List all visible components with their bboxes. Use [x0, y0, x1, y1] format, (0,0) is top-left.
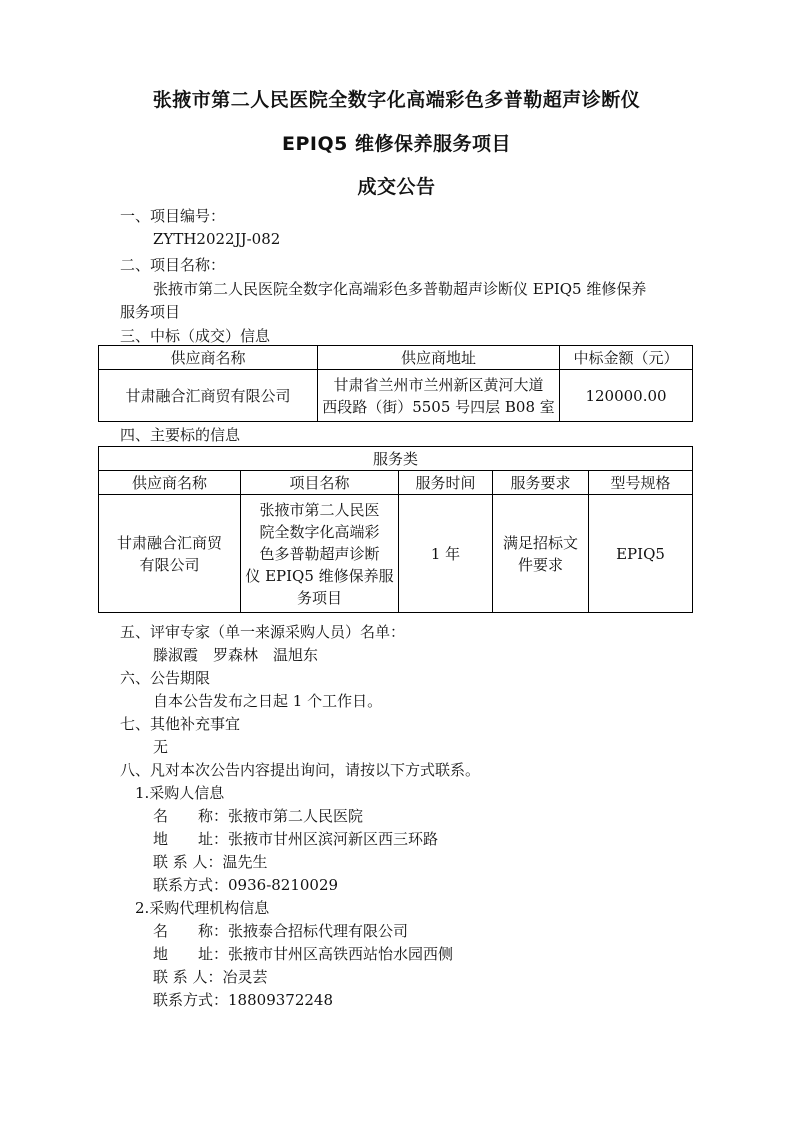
project-name-line-2: 服务项目	[120, 303, 181, 321]
subject-project-line-1: 张掖市第二人民医	[259, 500, 380, 519]
section-5-heading: 五、评审专家（单一来源采购人员）名单：	[120, 623, 406, 641]
subject-project-line-4: 仪 EPIQ5 维修保养服	[245, 566, 394, 585]
purchaser-address-label: 地 址：	[153, 830, 229, 848]
award-table-header-row	[99, 346, 693, 370]
subject-table	[98, 446, 693, 613]
award-header-address: 供应商地址	[318, 346, 560, 370]
purchaser-name-label: 名 称：	[153, 807, 229, 825]
section-2-heading: 二、项目名称：	[120, 256, 226, 274]
subject-project-line-3: 色多普勒超声诊断	[259, 544, 380, 563]
agency-phone-label: 联系方式：	[153, 991, 229, 1009]
subject-header-service-time: 服务时间	[399, 471, 493, 495]
subject-table-caption: 服务类	[99, 447, 693, 471]
expert-list: 滕淑霞 罗森林 温旭东	[153, 646, 319, 664]
subject-project-line-2: 院全数字化高端彩	[259, 522, 380, 541]
agency-contact-label: 联 系 人：	[153, 968, 223, 986]
award-table	[98, 345, 693, 422]
subject-service-time: 1 年	[399, 495, 493, 613]
purchaser-contact-value: 温先生	[222, 853, 268, 871]
award-header-amount: 中标金额（元）	[560, 346, 693, 370]
title-line-1: 张掖市第二人民医院全数字化高端彩色多普勒超声诊断仪	[152, 89, 641, 111]
subject-requirement-line-2: 件要求	[517, 555, 563, 574]
section-4-heading: 四、主要标的信息	[120, 426, 241, 444]
agency-address	[153, 944, 453, 964]
section-8-heading: 八、凡对本次公告内容提出询问，请按以下方式联系。	[120, 761, 481, 779]
award-supplier: 甘肃融合汇商贸有限公司	[99, 370, 318, 422]
notice-period: 自本公告发布之日起 1 个工作日。	[153, 692, 383, 710]
agency-name-label: 名 称：	[153, 922, 229, 940]
purchaser-phone-label: 联系方式：	[153, 876, 229, 894]
subject-model: EPIQ5	[589, 495, 693, 613]
agency-address-value: 张掖市甘州区高铁西站怡水园西侧	[228, 945, 454, 963]
agency-phone-value: 18809372248	[228, 991, 333, 1009]
title-line-3: 成交公告	[357, 176, 436, 198]
section-6-heading: 六、公告期限	[120, 669, 211, 687]
agency-heading: 2.采购代理机构信息	[135, 899, 270, 917]
subject-project-line-5: 务项目	[296, 588, 342, 607]
award-address-line-2: 西段路（街）5505 号四层 B08 室	[322, 397, 555, 416]
award-amount: 120000.00	[560, 370, 693, 422]
project-number: ZYTH2022JJ-082	[153, 230, 281, 248]
purchaser-contact-label: 联 系 人：	[153, 853, 223, 871]
table-row	[99, 495, 693, 613]
agency-phone	[153, 990, 333, 1010]
agency-name-value: 张掖泰合招标代理有限公司	[228, 922, 409, 940]
award-address-line-1: 甘肃省兰州市兰州新区黄河大道	[333, 375, 544, 394]
subject-requirement-line-1: 满足招标文	[502, 533, 578, 552]
subject-header-requirement: 服务要求	[493, 471, 589, 495]
other-matters: 无	[153, 738, 169, 756]
agency-contact	[153, 967, 268, 987]
purchaser-heading: 1.采购人信息	[135, 784, 225, 802]
subject-table-caption-row	[99, 447, 693, 471]
purchaser-name	[153, 806, 363, 826]
agency-name	[153, 921, 408, 941]
subject-table-header-row	[99, 471, 693, 495]
table-row	[99, 370, 693, 422]
purchaser-phone-value: 0936-8210029	[228, 876, 339, 894]
subject-supplier-line-1: 甘肃融合汇商贸	[116, 533, 222, 552]
subject-project	[241, 495, 399, 613]
agency-contact-value: 冶灵芸	[222, 968, 268, 986]
section-3-heading: 三、中标（成交）信息	[120, 327, 271, 345]
subject-header-supplier: 供应商名称	[99, 471, 241, 495]
project-name-line-1: 张掖市第二人民医院全数字化高端彩色多普勒超声诊断仪 EPIQ5 维修保养	[153, 280, 647, 298]
award-header-supplier: 供应商名称	[99, 346, 318, 370]
purchaser-address	[153, 829, 438, 849]
subject-supplier	[99, 495, 241, 613]
subject-header-model: 型号规格	[589, 471, 693, 495]
purchaser-phone	[153, 875, 338, 895]
purchaser-name-value: 张掖市第二人民医院	[228, 807, 364, 825]
section-1-heading: 一、项目编号：	[120, 207, 226, 225]
title-line-2: EPIQ5 维修保养服务项目	[282, 133, 511, 155]
agency-address-label: 地 址：	[153, 945, 229, 963]
award-address	[318, 370, 560, 422]
section-7-heading: 七、其他补充事宜	[120, 715, 241, 733]
subject-supplier-line-2: 有限公司	[139, 555, 200, 574]
purchaser-address-value: 张掖市甘州区滨河新区西三环路	[228, 830, 439, 848]
purchaser-contact	[153, 852, 268, 872]
subject-header-project: 项目名称	[241, 471, 399, 495]
subject-requirement	[493, 495, 589, 613]
